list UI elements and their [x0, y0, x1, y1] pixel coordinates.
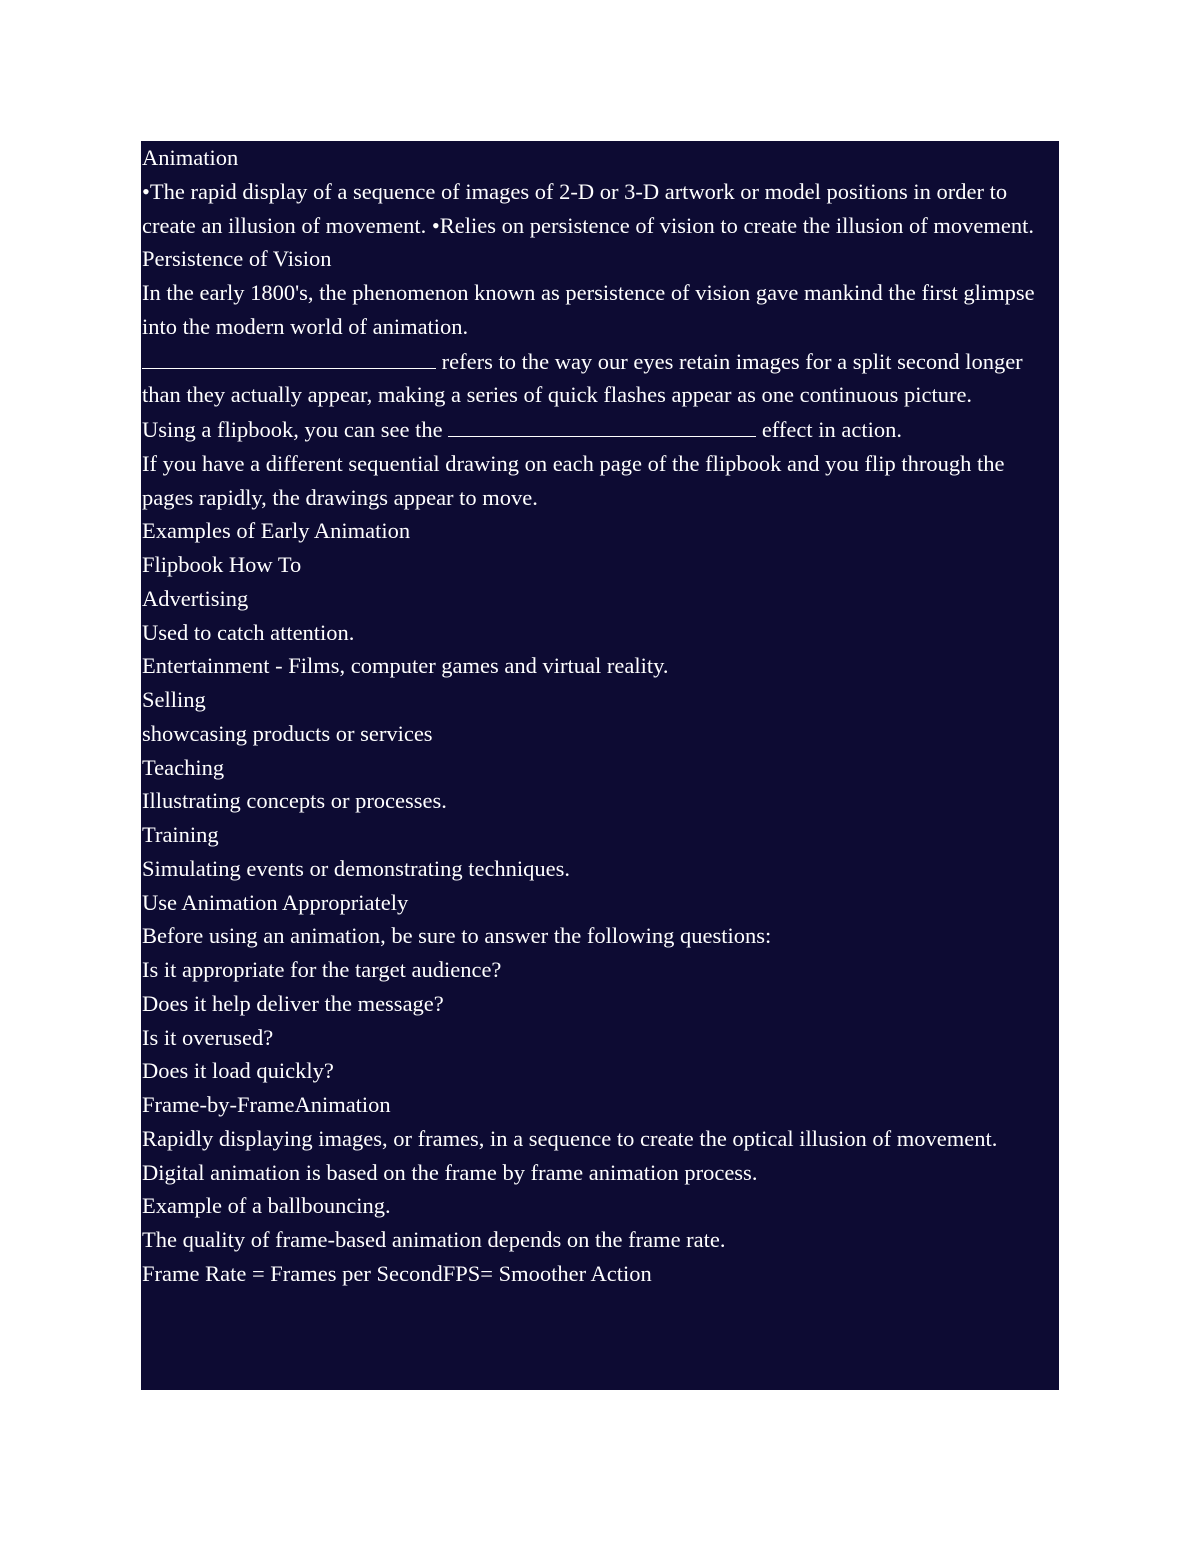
digital-animation-line: Digital animation is based on the frame by frame animation process. — [142, 1159, 758, 1185]
frame-by-frame-definition: Rapidly displaying images, or frames, in a sequence to create the optical illusion of movement. — [142, 1125, 998, 1151]
selling-heading: Selling — [142, 687, 206, 712]
question-overused: Is it overused? — [142, 1024, 274, 1050]
flipbook-howto: Flipbook How To — [142, 552, 302, 577]
training-desc: Simulating events or demonstrating techniques. — [142, 855, 571, 881]
flipbook-detail: If you have a different sequential drawing on each page of the flipbook and you flip through the pages rapidly, the drawings appear to move. — [142, 450, 1005, 510]
use-intro: Before using an animation, be sure to answer the following questions: — [142, 923, 772, 949]
animation-definition: •The rapid display of a sequence of images of 2-D or 3-D artwork or model positions in order to create an illusion of movement. •Relies on persistence of vision to create the illusion of movement. — [142, 178, 1035, 238]
training-heading: Training — [142, 822, 219, 847]
entertainment-line: Entertainment - Films, computer games and virtual reality. — [142, 653, 669, 679]
document-title: Animation — [142, 145, 239, 170]
selling-desc: showcasing products or services — [142, 720, 433, 746]
frame-by-frame-heading: Frame-by-FrameAnimation — [142, 1092, 391, 1117]
early-examples-heading: Examples of Early Animation — [142, 518, 411, 544]
flipbook-fill-in — [142, 412, 1059, 447]
persistence-fill-text: refers to the way our eyes retain images for a split second longer than they actually appear, making a series of quick flashes appear as one continuous picture. — [142, 348, 1023, 408]
question-load: Does it load quickly? — [142, 1058, 334, 1084]
question-audience: Is it appropriate for the target audience? — [142, 957, 502, 982]
quality-line: The quality of frame-based animation depends on the frame rate. — [142, 1227, 726, 1252]
frame-rate-line: Frame Rate = Frames per SecondFPS= Smoother Action — [142, 1260, 652, 1286]
flipbook-text-before: Using a flipbook, you can see the — [142, 417, 449, 442]
persistence-intro: In the early 1800's, the phenomenon known as persistence of vision gave mankind the first glimpse into the modern world of animation. — [142, 280, 1035, 339]
dark-text-panel — [141, 141, 1059, 1390]
advertising-heading: Advertising — [142, 585, 249, 611]
use-appropriately-heading: Use Animation Appropriately — [142, 889, 409, 915]
fill-in-blank — [142, 344, 436, 369]
advertising-desc: Used to catch attention. — [142, 619, 355, 645]
question-message: Does it help deliver the message? — [142, 990, 444, 1016]
ball-bouncing-line: Example of a ballbouncing. — [142, 1193, 391, 1219]
teaching-heading: Teaching — [142, 754, 225, 780]
fill-in-blank — [448, 412, 756, 437]
flipbook-text-after: effect in action. — [756, 417, 902, 442]
persistence-heading: Persistence of Vision — [142, 246, 332, 272]
teaching-desc: Illustrating concepts or processes. — [142, 788, 447, 814]
persistence-fill-in — [142, 344, 1059, 413]
